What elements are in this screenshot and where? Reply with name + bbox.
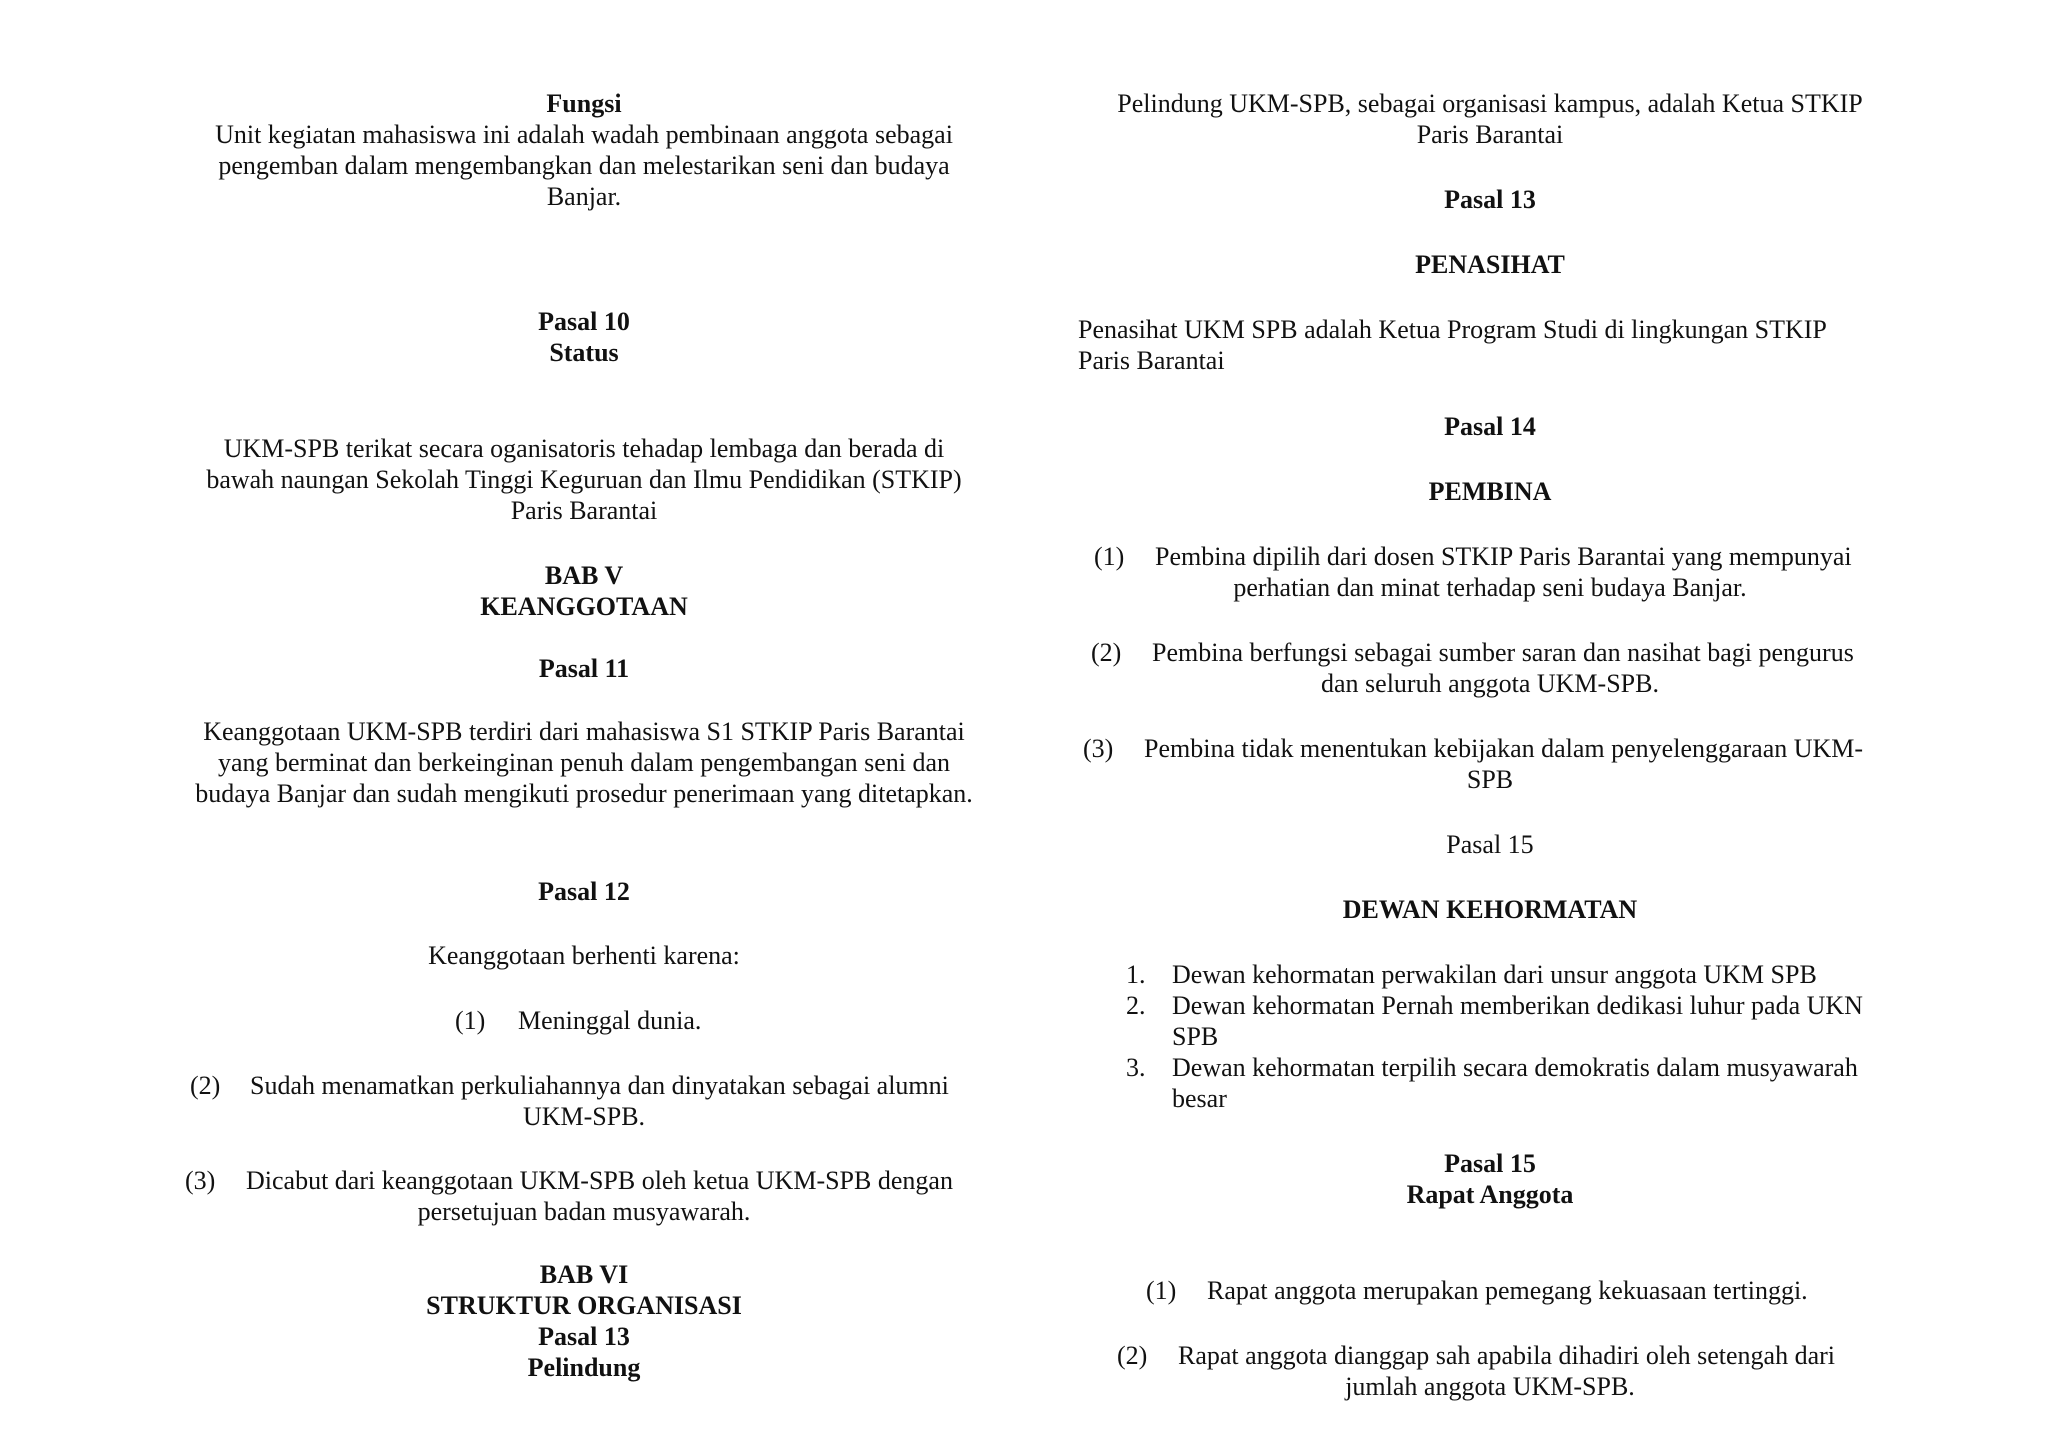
pasal-15-rapat-heading: Pasal 15 [1444, 1149, 1536, 1178]
pasal-10-line-1: UKM-SPB terikat secara oganisatoris tehadap lembaga dan berada di [223, 434, 945, 463]
fungsi-line-1: Unit kegiatan mahasiswa ini adalah wadah pembinaan anggota sebagai [215, 120, 953, 149]
list-item-number: (2) [1117, 1341, 1148, 1370]
list-item-number: 3. [1126, 1053, 1146, 1082]
list-item-text-continued: UKM-SPB. [522, 1102, 646, 1131]
pelindung-line-1: Pelindung UKM-SPB, sebagai organisasi kampus, adalah Ketua STKIP [1117, 89, 1863, 118]
rapat-anggota-subheading: Rapat Anggota [1406, 1180, 1574, 1209]
list-item-number: (3) [1083, 734, 1114, 763]
list-item-text-continued: SPB [1466, 765, 1514, 794]
penasihat-subheading: PENASIHAT [1415, 250, 1565, 279]
pelindung-title: Pelindung [527, 1353, 641, 1382]
fungsi-line-2: pengemban dalam mengembangkan dan melestarikan seni dan budaya [218, 151, 950, 180]
list-item-text: Dicabut dari keanggotaan UKM-SPB oleh ketua UKM-SPB dengan [246, 1166, 953, 1195]
pasal-11-heading: Pasal 11 [538, 654, 630, 683]
pasal-10-heading: Pasal 10 [538, 307, 630, 336]
list-item-text: Dewan kehormatan perwakilan dari unsur anggota UKM SPB [1172, 960, 1817, 989]
list-item-number: (1) [455, 1006, 486, 1035]
list-item-text-continued: besar [1172, 1084, 1227, 1113]
fungsi-heading: Fungsi [546, 89, 622, 118]
bab-5-subheading: KEANGGOTAAN [480, 592, 688, 621]
list-item-text-continued: dan seluruh anggota UKM-SPB. [1321, 669, 1659, 698]
list-item-number: 2. [1126, 991, 1146, 1020]
pasal-15-dewan-heading: Pasal 15 [1446, 830, 1534, 859]
pasal-13-penasihat-heading: Pasal 13 [1444, 185, 1536, 214]
penasihat-line-1: Penasihat UKM SPB adalah Ketua Program Studi di lingkungan STKIP [1078, 315, 1827, 344]
pasal-10-line-3: Paris Barantai [510, 496, 658, 525]
pelindung-line-2: Paris Barantai [1416, 120, 1564, 149]
list-item-text: Pembina dipilih dari dosen STKIP Paris Barantai yang mempunyai [1155, 542, 1852, 571]
pasal-13-heading: Pasal 13 [538, 1322, 630, 1351]
list-item-text: Sudah menamatkan perkuliahannya dan dinyatakan sebagai alumni [250, 1071, 949, 1100]
pasal-14-heading: Pasal 14 [1444, 412, 1536, 441]
pasal-10-line-2: bawah naungan Sekolah Tinggi Keguruan dan Ilmu Pendidikan (STKIP) [206, 465, 962, 494]
list-item-text-continued: persetujuan badan musyawarah. [417, 1197, 751, 1226]
pasal-11-line-2: yang berminat dan berkeinginan penuh dalam pengembangan seni dan [217, 748, 951, 777]
list-item-text: Dewan kehormatan Pernah memberikan dedikasi luhur pada UKN [1172, 991, 1863, 1020]
pembina-subheading: PEMBINA [1428, 477, 1552, 506]
list-item-text-continued: SPB [1172, 1022, 1219, 1051]
list-item-number: (2) [190, 1071, 221, 1100]
list-item-text-continued: jumlah anggota UKM-SPB. [1345, 1372, 1635, 1401]
list-item-number: (1) [1094, 542, 1125, 571]
pasal-12-heading: Pasal 12 [538, 877, 630, 906]
bab-6-heading: BAB VI [539, 1260, 629, 1289]
bab-6-subheading: STRUKTUR ORGANISASI [426, 1291, 742, 1320]
pasal-11-line-1: Keanggotaan UKM-SPB terdiri dari mahasiswa S1 STKIP Paris Barantai [203, 717, 965, 746]
bab-5-heading: BAB V [544, 561, 624, 590]
list-item-text: Pembina berfungsi sebagai sumber saran dan nasihat bagi pengurus [1152, 638, 1854, 667]
pasal-11-line-3: budaya Banjar dan sudah mengikuti prosedur penerimaan yang ditetapkan. [195, 779, 973, 808]
penasihat-line-2: Paris Barantai [1078, 346, 1225, 375]
dewan-kehormatan-subheading: DEWAN KEHORMATAN [1342, 895, 1638, 924]
pasal-12-intro: Keanggotaan berhenti karena: [428, 941, 740, 970]
list-item-text-continued: perhatian dan minat terhadap seni budaya Banjar. [1233, 573, 1747, 602]
list-item-number: (3) [185, 1166, 216, 1195]
list-item-number: (1) [1146, 1276, 1177, 1305]
list-item-text: Rapat anggota merupakan pemegang kekuasaan tertinggi. [1207, 1276, 1808, 1305]
list-item-text: Rapat anggota dianggap sah apabila dihadiri oleh setengah dari [1178, 1341, 1835, 1370]
list-item-number: (2) [1091, 638, 1122, 667]
list-item-text: Meninggal dunia. [518, 1006, 702, 1035]
list-item-text: Pembina tidak menentukan kebijakan dalam penyelenggaraan UKM- [1144, 734, 1864, 763]
list-item-text: Dewan kehormatan terpilih secara demokratis dalam musyawarah [1172, 1053, 1858, 1082]
fungsi-line-3: Banjar. [546, 182, 622, 211]
list-item-number: 1. [1126, 960, 1146, 989]
pasal-10-subheading: Status [549, 338, 619, 367]
